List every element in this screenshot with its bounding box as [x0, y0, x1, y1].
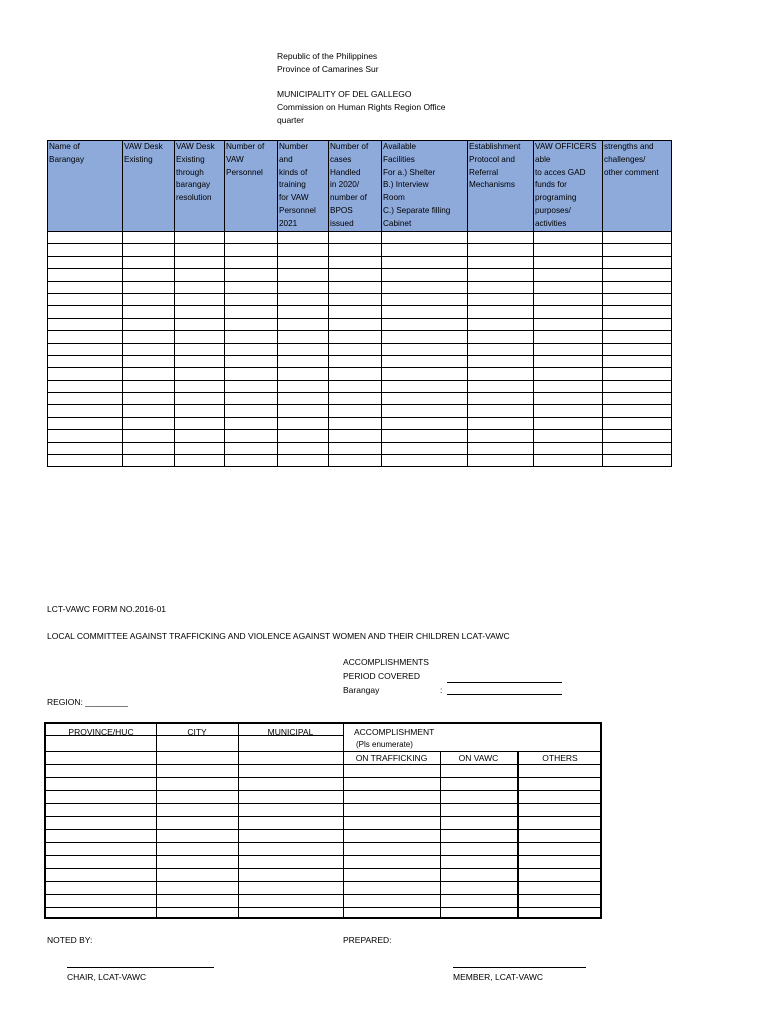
header-quarter: quarter	[277, 115, 304, 125]
table-cell[interactable]	[329, 368, 382, 380]
table-cell[interactable]	[382, 244, 468, 256]
table-cell[interactable]	[225, 281, 278, 293]
table-cell[interactable]	[48, 244, 123, 256]
table-cell[interactable]	[225, 405, 278, 417]
header-province: Province of Camarines Sur	[277, 64, 379, 74]
table-cell[interactable]	[225, 293, 278, 305]
table-cell[interactable]	[278, 455, 329, 467]
table-cell[interactable]	[603, 343, 672, 355]
table-cell[interactable]	[225, 306, 278, 318]
table-cell[interactable]	[225, 393, 278, 405]
table-cell[interactable]	[278, 417, 329, 429]
table-cell[interactable]	[48, 405, 123, 417]
table-cell[interactable]	[123, 293, 175, 305]
table-cell[interactable]	[382, 256, 468, 268]
table-cell[interactable]	[329, 442, 382, 454]
member-signature-line	[453, 967, 586, 968]
table-cell[interactable]	[534, 281, 603, 293]
period-covered-line	[447, 682, 562, 683]
table-row	[48, 380, 672, 392]
table-cell[interactable]	[382, 269, 468, 281]
accomplishments-label: ACCOMPLISHMENTS	[343, 657, 429, 667]
table-cell[interactable]	[382, 430, 468, 442]
table-cell[interactable]	[382, 417, 468, 429]
table-cell[interactable]	[175, 380, 225, 392]
table-cell[interactable]	[382, 405, 468, 417]
table1-header-row	[48, 141, 672, 232]
table-cell[interactable]	[225, 430, 278, 442]
prepared-label: PREPARED:	[343, 935, 392, 945]
table-cell[interactable]	[468, 405, 534, 417]
table-cell[interactable]	[534, 256, 603, 268]
table-cell[interactable]	[48, 368, 123, 380]
table-row	[48, 269, 672, 281]
table-cell[interactable]	[329, 256, 382, 268]
table-cell[interactable]	[48, 256, 123, 268]
table-cell[interactable]	[123, 318, 175, 330]
table-cell[interactable]	[382, 442, 468, 454]
barangay-line	[447, 694, 562, 695]
table-cell[interactable]	[225, 455, 278, 467]
table-cell[interactable]	[382, 455, 468, 467]
table-cell[interactable]	[329, 318, 382, 330]
col-municipal: MUNICIPAL	[267, 727, 314, 737]
col-label: VAW Desk Existing	[124, 142, 163, 164]
table-cell[interactable]	[48, 331, 123, 343]
table-cell[interactable]	[329, 244, 382, 256]
table-cell[interactable]	[48, 442, 123, 454]
table-cell[interactable]	[278, 343, 329, 355]
table-cell[interactable]	[278, 306, 329, 318]
table-cell[interactable]	[603, 331, 672, 343]
table1-body	[48, 232, 672, 467]
table-cell[interactable]	[468, 442, 534, 454]
table-cell[interactable]	[534, 405, 603, 417]
table-cell[interactable]	[175, 306, 225, 318]
table-cell[interactable]	[278, 442, 329, 454]
table-cell[interactable]	[225, 256, 278, 268]
col-facilities	[382, 141, 468, 232]
table-cell[interactable]	[278, 256, 329, 268]
table-cell[interactable]	[329, 343, 382, 355]
t2-hline	[46, 829, 600, 830]
table-cell[interactable]	[603, 355, 672, 367]
table-cell[interactable]	[382, 331, 468, 343]
table-cell[interactable]	[468, 281, 534, 293]
table-cell[interactable]	[603, 393, 672, 405]
table-cell[interactable]	[175, 393, 225, 405]
col-vaw-officers	[534, 141, 603, 232]
table-cell[interactable]	[534, 244, 603, 256]
table-cell[interactable]	[468, 343, 534, 355]
table-cell[interactable]	[603, 380, 672, 392]
table-cell[interactable]	[48, 417, 123, 429]
table-cell[interactable]	[329, 293, 382, 305]
table-cell[interactable]	[382, 232, 468, 244]
table-row	[48, 293, 672, 305]
table-row	[48, 232, 672, 244]
table-cell[interactable]	[534, 306, 603, 318]
table-cell[interactable]	[48, 232, 123, 244]
table-cell[interactable]	[225, 244, 278, 256]
accomplishment-table	[44, 722, 602, 919]
table-cell[interactable]	[175, 244, 225, 256]
table-cell[interactable]	[468, 318, 534, 330]
table-cell[interactable]	[329, 405, 382, 417]
col-label: strengths and challenges/ other comment	[604, 142, 659, 177]
table-cell[interactable]	[48, 281, 123, 293]
table-cell[interactable]	[603, 430, 672, 442]
table-cell[interactable]	[225, 442, 278, 454]
table-cell[interactable]	[603, 368, 672, 380]
table-cell[interactable]	[225, 355, 278, 367]
table-cell[interactable]	[329, 331, 382, 343]
table-cell[interactable]	[468, 430, 534, 442]
chair-label: CHAIR, LCAT-VAWC	[67, 972, 147, 982]
table-cell[interactable]	[534, 232, 603, 244]
table-cell[interactable]	[225, 417, 278, 429]
table-cell[interactable]	[534, 393, 603, 405]
table-cell[interactable]	[225, 318, 278, 330]
table-cell[interactable]	[48, 380, 123, 392]
form-number: LCT-VAWC FORM NO.2016-01	[47, 604, 167, 614]
table-cell[interactable]	[468, 269, 534, 281]
table-cell[interactable]	[534, 355, 603, 367]
col-training	[278, 141, 329, 232]
table-cell[interactable]	[175, 368, 225, 380]
period-covered-label: PERIOD COVERED	[343, 671, 420, 681]
table-cell[interactable]	[329, 417, 382, 429]
col-on-vawc: ON VAWC	[458, 753, 499, 763]
table-cell[interactable]	[382, 281, 468, 293]
table-cell[interactable]	[382, 393, 468, 405]
table-cell[interactable]	[225, 232, 278, 244]
table-cell[interactable]	[123, 343, 175, 355]
table-cell[interactable]	[329, 232, 382, 244]
t2-hline	[46, 803, 600, 804]
table-cell[interactable]	[175, 293, 225, 305]
header-republic: Republic of the Philippines	[277, 51, 378, 61]
table-cell[interactable]	[278, 232, 329, 244]
table-cell[interactable]	[534, 442, 603, 454]
table-cell[interactable]	[534, 269, 603, 281]
table-cell[interactable]	[534, 293, 603, 305]
table-cell[interactable]	[123, 244, 175, 256]
table-row	[48, 393, 672, 405]
table-cell[interactable]	[123, 306, 175, 318]
table-cell[interactable]	[123, 417, 175, 429]
t2-hline	[46, 881, 600, 882]
table-cell[interactable]	[123, 355, 175, 367]
table-cell[interactable]	[468, 244, 534, 256]
table-cell[interactable]	[48, 393, 123, 405]
col-label: Number and kinds of training for VAW Personnel 2021	[279, 142, 316, 228]
col-label: Name of Barangay	[49, 142, 85, 164]
table-cell[interactable]	[382, 306, 468, 318]
table-cell[interactable]	[603, 281, 672, 293]
col-vaw-desk-existing	[123, 141, 175, 232]
col-on-trafficking: ON TRAFFICKING	[355, 753, 428, 763]
table-row	[48, 306, 672, 318]
table-cell[interactable]	[278, 380, 329, 392]
table-cell[interactable]	[48, 355, 123, 367]
table-row	[48, 343, 672, 355]
table-cell[interactable]	[225, 343, 278, 355]
table-cell[interactable]	[382, 343, 468, 355]
table-cell[interactable]	[468, 368, 534, 380]
table-cell[interactable]	[225, 368, 278, 380]
table-row	[48, 256, 672, 268]
col-protocol	[468, 141, 534, 232]
table-cell[interactable]	[123, 393, 175, 405]
table-cell[interactable]	[603, 232, 672, 244]
table-cell[interactable]	[48, 293, 123, 305]
table-cell[interactable]	[468, 293, 534, 305]
header-municipality: MUNICIPALITY OF DEL GALLEGO	[277, 89, 412, 99]
table-cell[interactable]	[329, 306, 382, 318]
table-row	[48, 430, 672, 442]
table-cell[interactable]	[123, 256, 175, 268]
table-cell[interactable]	[175, 405, 225, 417]
table-row	[48, 281, 672, 293]
col-vaw-desk-resolution	[175, 141, 225, 232]
col-vaw-personnel	[225, 141, 278, 232]
table-cell[interactable]	[278, 430, 329, 442]
table-cell[interactable]	[382, 368, 468, 380]
chair-signature-line	[67, 967, 214, 968]
table-cell[interactable]	[468, 417, 534, 429]
table-row	[48, 244, 672, 256]
table-cell[interactable]	[48, 318, 123, 330]
table-cell[interactable]	[225, 380, 278, 392]
table-cell[interactable]	[329, 430, 382, 442]
col-label: Available Facilities For a.) Shelter B.) Interview Room C.) Separate filling Cabinet	[383, 142, 451, 228]
table-cell[interactable]	[175, 455, 225, 467]
t2-hline	[46, 764, 600, 765]
table-row	[48, 355, 672, 367]
table-row	[48, 331, 672, 343]
t2-hline	[46, 777, 600, 778]
table-cell[interactable]	[534, 455, 603, 467]
col-accomplishment: ACCOMPLISHMENT	[354, 727, 435, 737]
table-cell[interactable]	[123, 455, 175, 467]
table-cell[interactable]	[48, 430, 123, 442]
table-cell[interactable]	[603, 293, 672, 305]
col-label: VAW OFFICERS able to acces GAD funds for programing purposes/ activities	[535, 142, 597, 228]
table-row	[48, 318, 672, 330]
table-row	[48, 442, 672, 454]
table-cell[interactable]	[603, 269, 672, 281]
table-cell[interactable]	[534, 380, 603, 392]
table-cell[interactable]	[603, 318, 672, 330]
col-province-huc: PROVINCE/HUC	[68, 727, 134, 737]
table-cell[interactable]	[278, 355, 329, 367]
table-cell[interactable]	[603, 306, 672, 318]
noted-by-label: NOTED BY:	[47, 935, 93, 945]
col-label: VAW Desk Existing through barangay resolution	[176, 142, 215, 203]
member-label: MEMBER, LCAT-VAWC	[453, 972, 544, 982]
table-cell[interactable]	[382, 380, 468, 392]
col-cases-handled	[329, 141, 382, 232]
t2-hline	[46, 868, 600, 869]
t2-hline	[46, 907, 600, 908]
table-cell[interactable]	[123, 430, 175, 442]
table-cell[interactable]	[278, 331, 329, 343]
table-cell[interactable]	[278, 269, 329, 281]
table-cell[interactable]	[123, 380, 175, 392]
t2-hline	[46, 751, 600, 752]
table-cell[interactable]	[175, 232, 225, 244]
table-cell[interactable]	[468, 331, 534, 343]
barangay-label: Barangay	[343, 685, 380, 695]
table-row	[48, 368, 672, 380]
table-cell[interactable]	[534, 417, 603, 429]
table-cell[interactable]	[603, 417, 672, 429]
col-label: Number of cases Handled in 2020/ number of BPOS issued	[330, 142, 369, 228]
table-cell[interactable]	[468, 380, 534, 392]
table-cell[interactable]	[468, 232, 534, 244]
table-cell[interactable]	[603, 256, 672, 268]
t2-hline	[46, 816, 600, 817]
table-cell[interactable]	[468, 393, 534, 405]
table-cell[interactable]	[278, 281, 329, 293]
table-cell[interactable]	[48, 343, 123, 355]
table-cell[interactable]	[382, 293, 468, 305]
table-cell[interactable]	[603, 455, 672, 467]
table-cell[interactable]	[278, 293, 329, 305]
table-cell[interactable]	[123, 442, 175, 454]
table-cell[interactable]	[278, 405, 329, 417]
t2-hline	[46, 842, 600, 843]
table-cell[interactable]	[329, 393, 382, 405]
table-cell[interactable]	[534, 368, 603, 380]
t2-vline	[238, 724, 239, 917]
table-cell[interactable]	[468, 306, 534, 318]
table-cell[interactable]	[175, 417, 225, 429]
barangay-vaw-table	[47, 140, 672, 467]
table-row	[48, 455, 672, 467]
table-cell[interactable]	[329, 355, 382, 367]
table-cell[interactable]	[603, 405, 672, 417]
t2-hline	[46, 894, 600, 895]
table-cell[interactable]	[175, 318, 225, 330]
committee-title: LOCAL COMMITTEE AGAINST TRAFFICKING AND VIOLENCE AGAINST WOMEN AND THEIR CHILDREN LCAT-VAWC	[47, 631, 510, 641]
table-cell[interactable]	[534, 343, 603, 355]
table-cell[interactable]	[175, 331, 225, 343]
table-cell[interactable]	[123, 405, 175, 417]
table-cell[interactable]	[48, 269, 123, 281]
table-cell[interactable]	[329, 281, 382, 293]
table-row	[48, 417, 672, 429]
table-cell[interactable]	[329, 269, 382, 281]
header-commission: Commission on Human Rights Region Office	[277, 102, 446, 112]
table-cell[interactable]	[329, 380, 382, 392]
table-cell[interactable]	[175, 355, 225, 367]
table-cell[interactable]	[175, 343, 225, 355]
table-cell[interactable]	[175, 256, 225, 268]
table-cell[interactable]	[175, 269, 225, 281]
table-cell[interactable]	[329, 455, 382, 467]
table-cell[interactable]	[278, 368, 329, 380]
t2-hline	[46, 790, 600, 791]
table-cell[interactable]	[123, 331, 175, 343]
table-cell[interactable]	[123, 269, 175, 281]
col-name-of-barangay	[48, 141, 123, 232]
table-cell[interactable]	[225, 269, 278, 281]
col-label: Establishment Protocol and Referral Mechanisms	[469, 142, 521, 190]
table-cell[interactable]	[175, 281, 225, 293]
table-cell[interactable]	[603, 442, 672, 454]
table-cell[interactable]	[48, 455, 123, 467]
table-cell[interactable]	[382, 318, 468, 330]
barangay-colon: :	[440, 685, 443, 695]
table-cell[interactable]	[382, 355, 468, 367]
table-cell[interactable]	[123, 281, 175, 293]
col-label: Number of VAW Personnel	[226, 142, 265, 177]
table-row	[48, 405, 672, 417]
col-city: CITY	[187, 727, 207, 737]
enumerate-note: (Pls enumerate)	[356, 740, 413, 749]
table-cell[interactable]	[468, 355, 534, 367]
table-cell[interactable]	[534, 331, 603, 343]
table-cell[interactable]	[468, 455, 534, 467]
table-cell[interactable]	[225, 331, 278, 343]
col-others: OTHERS	[542, 753, 578, 763]
col-strengths	[603, 141, 672, 232]
table-cell[interactable]	[278, 244, 329, 256]
t2-hline	[46, 855, 600, 856]
table-cell[interactable]	[278, 393, 329, 405]
table-cell[interactable]	[48, 306, 123, 318]
table-cell[interactable]	[123, 368, 175, 380]
table-cell[interactable]	[534, 318, 603, 330]
table-cell[interactable]	[175, 430, 225, 442]
table-cell[interactable]	[603, 244, 672, 256]
t2-vline	[156, 724, 157, 917]
region-label: REGION: _________	[47, 697, 128, 707]
table-cell[interactable]	[175, 442, 225, 454]
table-cell[interactable]	[123, 232, 175, 244]
table-cell[interactable]	[534, 430, 603, 442]
table-cell[interactable]	[468, 256, 534, 268]
table-cell[interactable]	[278, 318, 329, 330]
